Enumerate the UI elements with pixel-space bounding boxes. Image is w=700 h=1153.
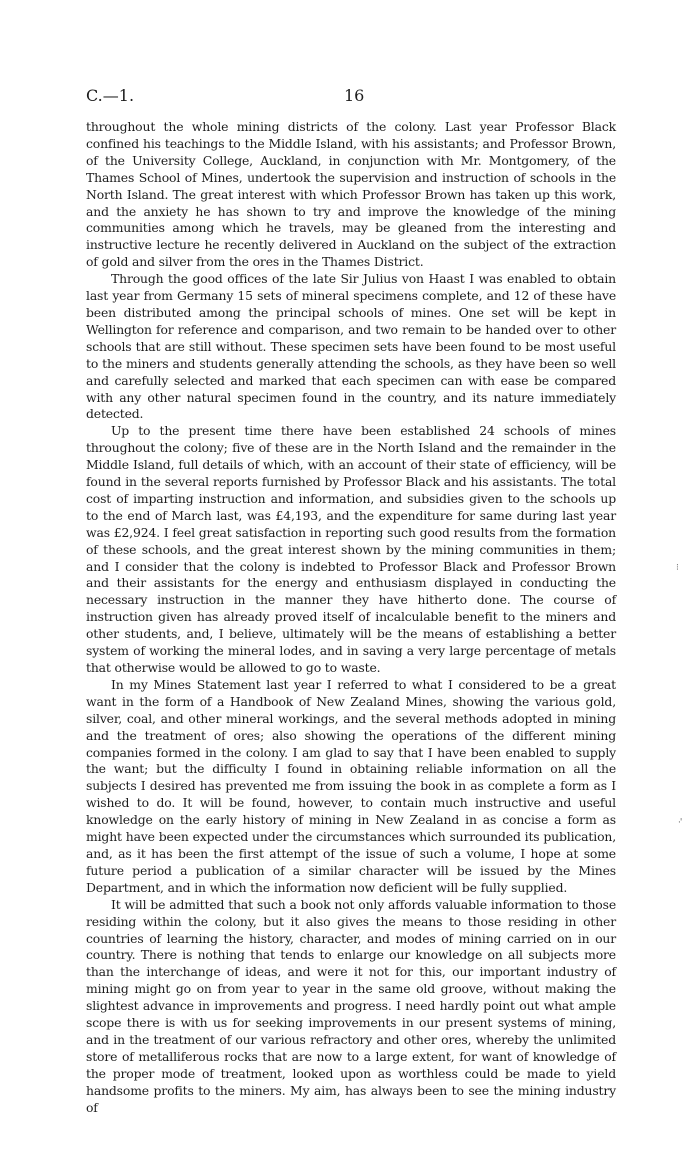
paragraph: Up to the present time there have been established 24 schools of mines throughout the colony; five of these are in the North Island and the remainder in the Middle Island, full details of which, with an account of their state of efficiency, will be found in the several reports furnished by Professor Black and his assistants. The total cost of imparting instruction and information, and subsidies given to the schools up to the end of March last, was £4,193, and the expenditure for same during last year was £2,924. I feel great satisfaction in reporting such good results from the formation of these schools, and the great interest shown by the mining communities in them; and I consider that the colony is indebted to Professor Black and Professor Brown and their assistants for the energy and enthusiasm displayed in conducting the necessary instruction in the manner they have hitherto done. The course of instruction given has already proved itself of incalculable benefit to the miners and other students, and, I believe, ultimately will be the means of establishing a better system of working the mineral lodes, and in saving a very large percentage of metals that otherwise would be allowed to go to waste. [86, 423, 616, 675]
body-text [86, 119, 616, 1116]
page-number: 16 [344, 86, 365, 105]
paragraph: throughout the whole mining districts of the colony. Last year Professor Black confined his teachings to the Middle Island, with his assistants; and Professor Brown, of the University College, Auckland, in conjunction with Mr. Montgomery, of the Thames School of Mines, undertook the supervision and instruction of schools in the North Island. The great interest with which Professor Brown has taken up this work, and the anxiety he has shown to try and improve the knowledge of the mining communities among which he travels, may be gleaned from the interesting and instructive lecture he recently delivered in Auckland on the subject of the extraction of gold and silver from the ores in the Thames District. [86, 119, 616, 270]
scan-artifact: ·' [678, 818, 682, 828]
page-header [86, 86, 616, 108]
document-code: C.—1. [86, 86, 135, 105]
scan-artifact: ⁝ [676, 563, 678, 573]
paragraph: In my Mines Statement last year I referred to what I considered to be a great want in the form of a Handbook of New Zealand Mines, showing the various gold, silver, coal, and other mineral workings, and the several methods adopted in mining and the treatment of ores; also showing the operations of the different mining companies formed in the colony. I am glad to say that I have been enabled to supply the want; but the difficulty I found in obtaining reliable information on all the subjects I desired has prevented me from issuing the book in as complete a form as I wished to do. It will be found, however, to contain much instructive and useful knowledge on the early history of mining in New Zealand in as concise a form as might have been expected under the circumstances which surrounded its publication, and, as it has been the first attempt of the issue of such a volume, I hope at some future period a publication of a similar character will be issued by the Mines Department, and in which the information now deficient will be fully supplied. [86, 676, 616, 895]
paragraph: It will be admitted that such a book not only affords valuable information to those residing within the colony, but it also gives the means to those residing in other countries of learning the history, character, and modes of mining carried on in our country. There is nothing that tends to enlarge our knowledge on all subjects more than the interchange of ideas, and were it not for this, our important industry of mining might go on from year to year in the same old groove, without making the slightest advance in improvements and progress. I need hardly point out what ample scope there is with us for seeking improvements in our present systems of mining, and in the treatment of our various refractory and other ores, whereby the unlimited store of metalliferous rocks that are now to a large extent, for want of knowledge of the proper mode of treatment, looked upon as worthless could be made to yield handsome profits to the miners. My aim, has always been to see the mining industry of [86, 896, 616, 1115]
paragraph: Through the good offices of the late Sir Julius von Haast I was enabled to obtain last year from Germany 15 sets of mineral specimens complete, and 12 of these have been distributed among the principal schools of mines. One set will be kept in Wellington for reference and comparison, and two remain to be handed over to other schools that are still without. These specimen sets have been found to be most useful to the miners and students generally attending the schools, as they have been so well and carefully selected and marked that each specimen can with ease be compared with any other natural specimen found in the country, and its nature immediately detected. [86, 271, 616, 422]
